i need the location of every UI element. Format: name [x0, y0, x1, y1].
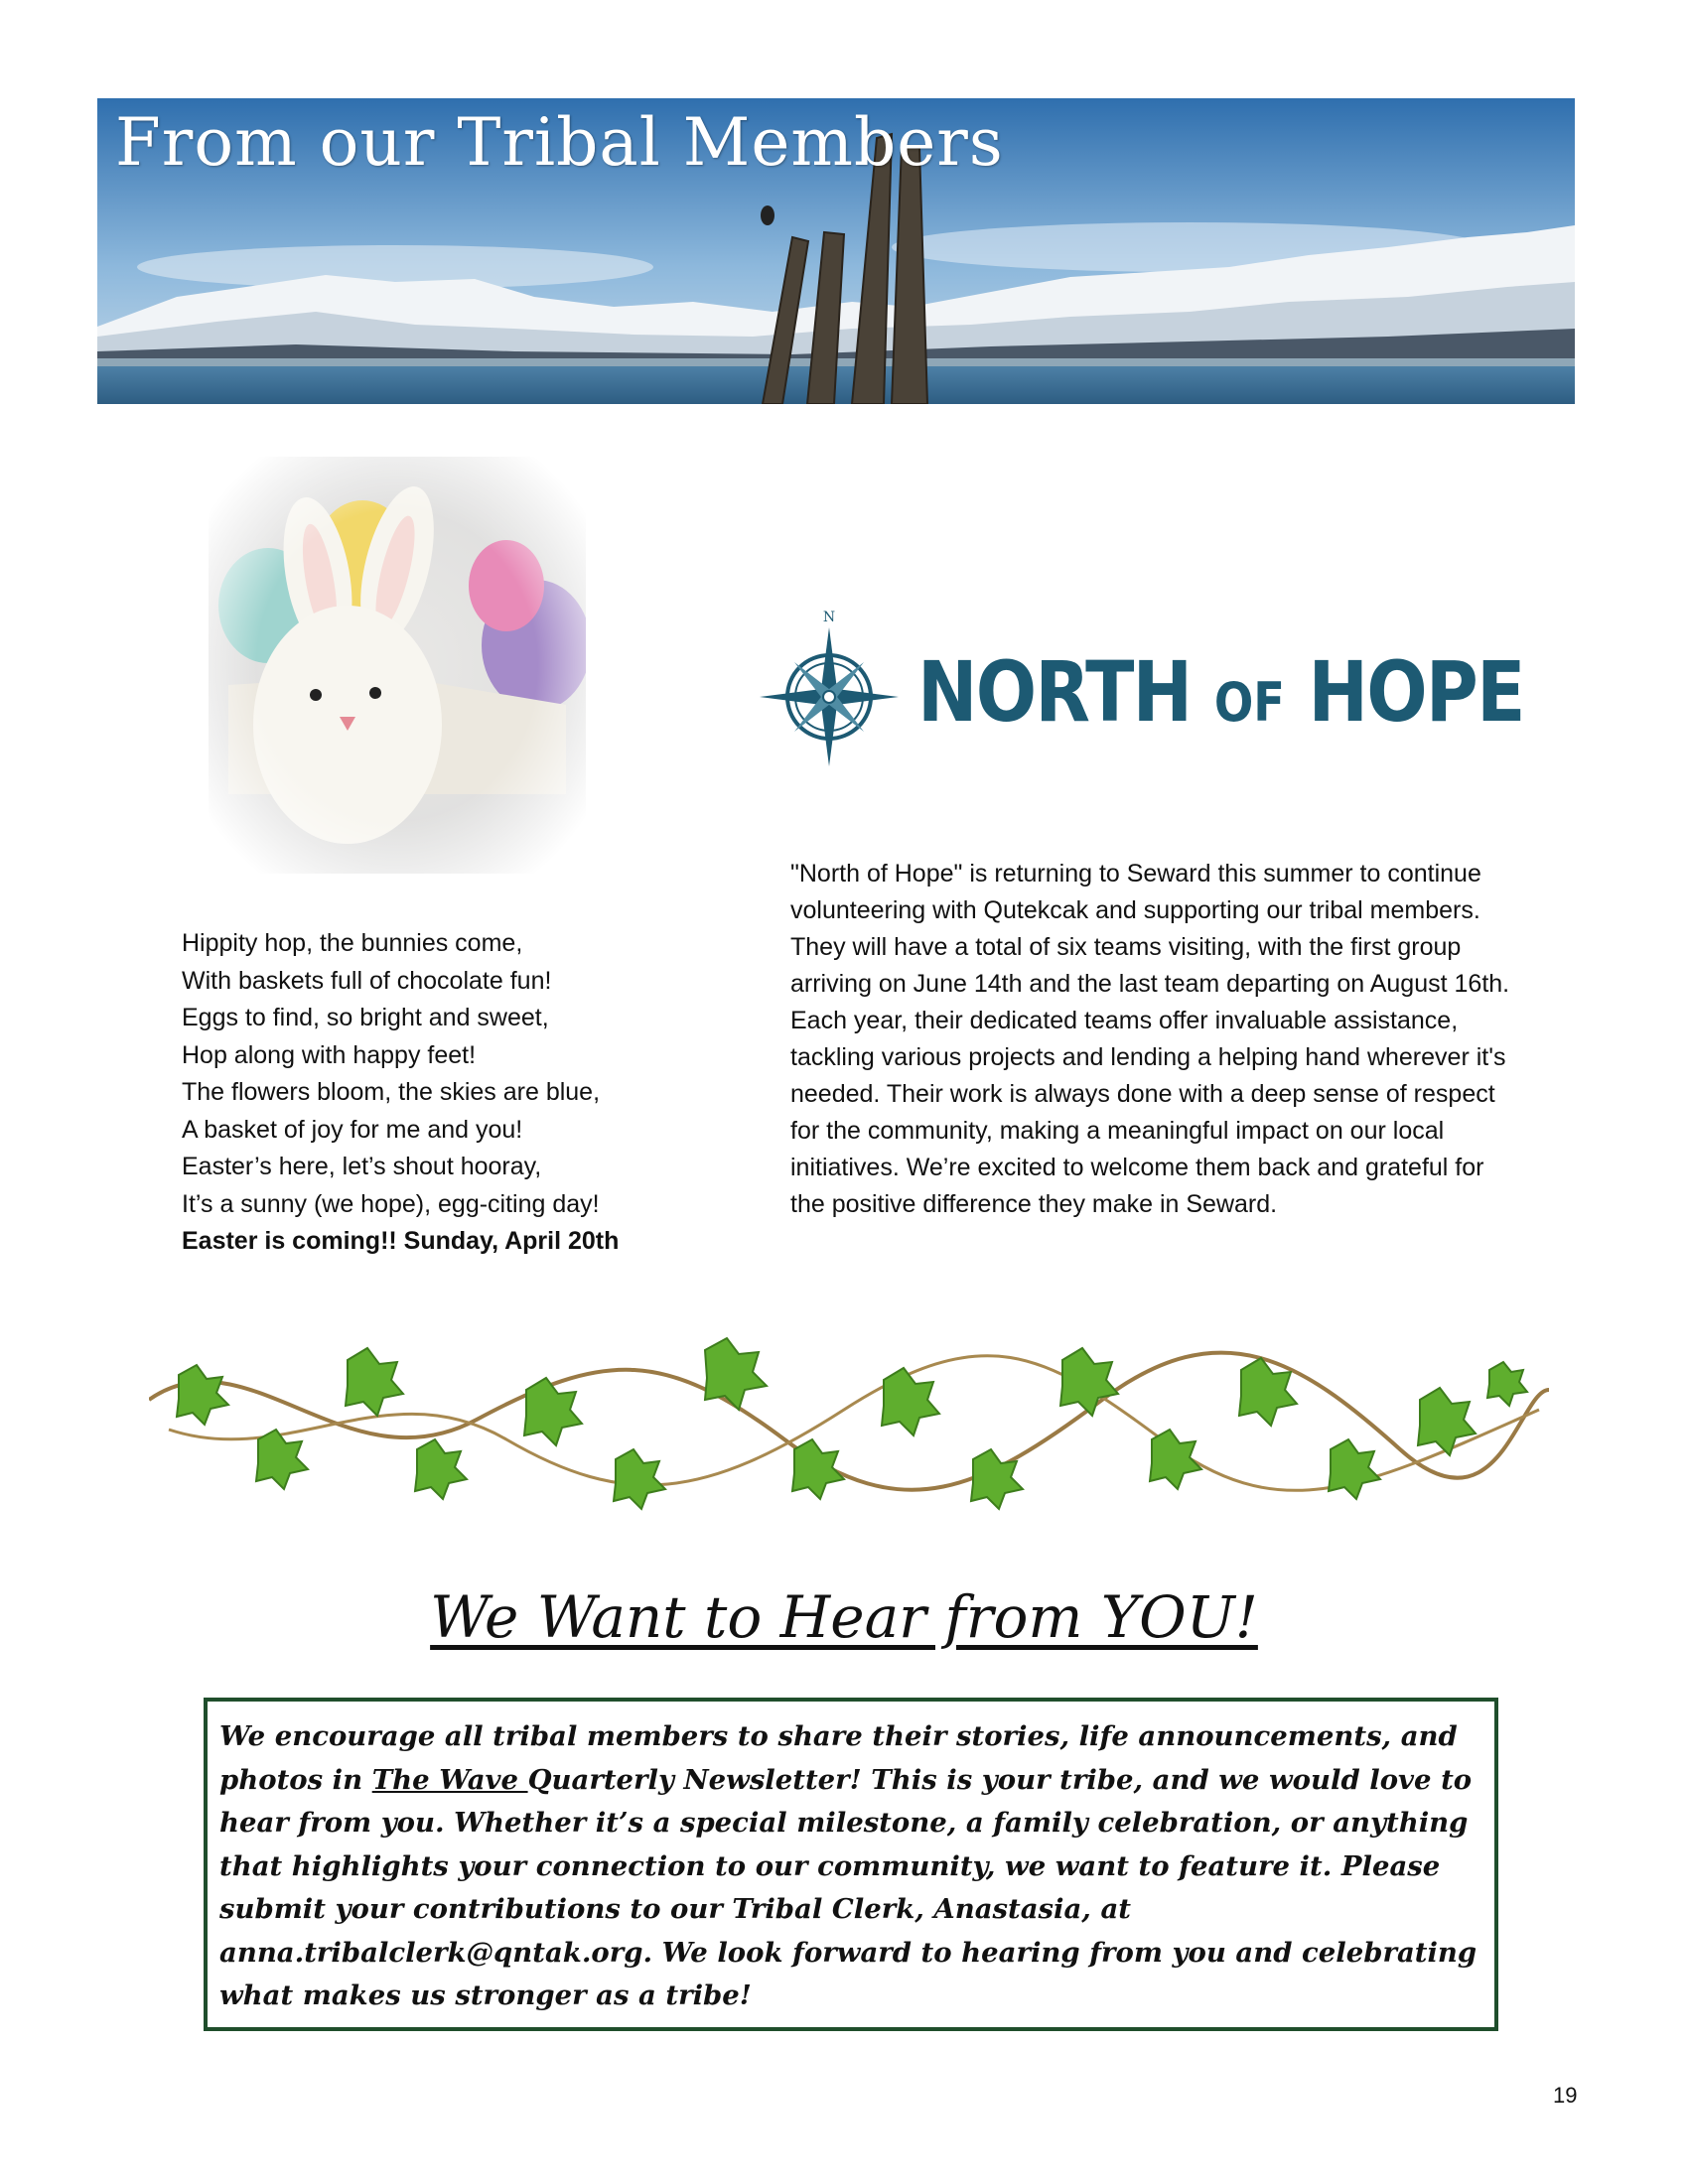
poem-line: Hop along with happy feet! [182, 1040, 477, 1069]
submission-info-text [219, 1715, 1482, 2018]
north-of-hope-wordmark [917, 643, 1524, 741]
ivy-vine-divider [149, 1330, 1549, 1529]
crochet-bunny-photo [209, 457, 586, 874]
logo-word-north: NORTH [917, 643, 1192, 741]
logo-word-hope: HOPE [1308, 643, 1524, 741]
poem-line: A basket of joy for me and you! [182, 1115, 523, 1144]
header-banner [97, 98, 1575, 404]
easter-date-line: Easter is coming!! Sunday, April 20th [182, 1227, 620, 1255]
poem-line: Easter’s here, let’s shout hooray, [182, 1153, 542, 1180]
poem-line: The flowers bloom, the skies are blue, [182, 1078, 601, 1106]
north-of-hope-paragraph: "North of Hope" is returning to Seward this summer to continue volunteering with Qutekcak and supporting our tribal members. They will have a total of six teams visiting, with the first group arriving on June 14th and the last team departing on August 16th. Each year, their dedicated teams offer invaluable assistance, tackling various projects and lending a helping hand wherever it's needed. Their work is always done with a deep sense of respect for the community, making a meaningful impact on our local initiatives. We’re excited to welcome them back and grateful for the positive difference they make in Seward. [790, 860, 1510, 1218]
page-number: 19 [1553, 2083, 1578, 2108]
logo-word-of: OF [1213, 671, 1286, 734]
compass-north-label: N [822, 610, 836, 625]
submission-info-box [204, 1698, 1498, 2031]
easter-poem [182, 925, 698, 1261]
poem-line: Hippity hop, the bunnies come, [182, 929, 523, 957]
poem-line: With baskets full of chocolate fun! [182, 966, 552, 995]
poem-line: Eggs to find, so bright and sweet, [182, 1004, 549, 1031]
hear-from-you-heading: We Want to Hear from YOU! [430, 1583, 1258, 1651]
newsletter-name: The Wave [371, 1763, 528, 1796]
banner-title: From our Tribal Members [115, 104, 1004, 181]
north-of-hope-logo [755, 608, 1524, 776]
submission-text-start: We encourage all tribal members to share their stories, life announcements, and photos in [219, 1720, 1458, 1796]
poem-line: It’s a sunny (we hope), egg-citing day! [182, 1189, 600, 1218]
compass-rose-icon [755, 608, 904, 776]
submission-text-end: Quarterly Newsletter! This is your tribe, and we would love to hear from you. Whether it’s a special milestone, a family celebration, or anything that highlights your connection to our community, we want to feature it. Please submit your contributions to our Tribal Clerk, Anastasia, at anna.tribalclerk@qntak.org. We look forward to hearing from you and celebrating what makes us stronger as a tribe! [219, 1763, 1477, 2011]
